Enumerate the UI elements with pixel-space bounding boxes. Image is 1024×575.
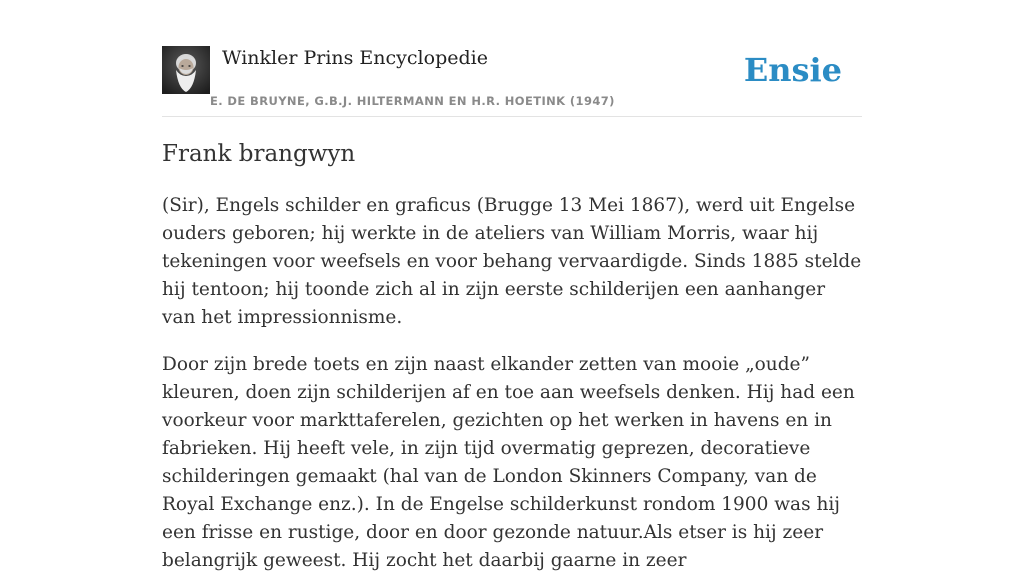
- header: [162, 46, 862, 117]
- article-paragraph: (Sir), Engels schilder en graficus (Brugge 13 Mei 1867), werd uit Engelse ouders geboren; hij werkte in de ateliers van William Morris, waar hij tekeningen voor weefsels en voor behang vervaardigde. Sinds 1885 stelde hij tentoon; hij toonde zich al in zijn eerste schilderijen een aanhanger van het impressionnisme.: [162, 195, 862, 328]
- author-avatar[interactable]: [162, 46, 210, 94]
- article-title: Frank brangwyn: [162, 141, 356, 167]
- brand-logo[interactable]: Ensie: [743, 51, 842, 89]
- article: [162, 138, 862, 575]
- bearded-man-portrait-icon: [162, 46, 210, 94]
- authors-byline: E. DE BRUYNE, G.B.J. HILTERMANN EN H.R. HOETINK (1947): [210, 94, 615, 108]
- site-title[interactable]: Winkler Prins Encyclopedie: [222, 47, 488, 69]
- article-paragraph: Door zijn brede toets en zijn naast elkander zetten van mooie „oude” kleuren, doen zijn schilderijen af en toe aan weefsels denken. Hij had een voorkeur voor markttaferelen, gezichten op het werken in havens en in fabrieken. Hij heeft vele, in zijn tijd overmatig geprezen, decoratieve schilderingen gemaakt (hal van de London Skinners Company, van de Royal Exchange enz.). In de Engelse schilderkunst rondom 1900 was hij een frisse en rustige, door en door gezonde natuur.Als etser is hij zeer belangrijk geweest. Hij zocht het daarbij gaarne in zeer: [162, 354, 855, 571]
